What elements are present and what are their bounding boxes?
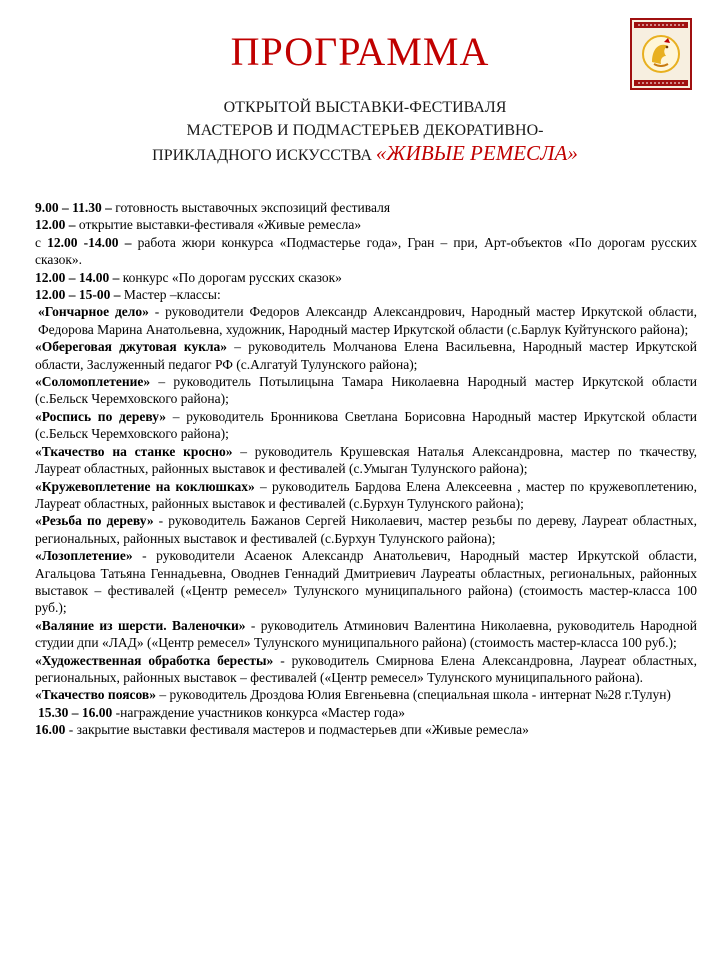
workshop-name: «Соломоплетение» [35, 374, 151, 390]
schedule-time: 9.00 – 11.30 – [35, 200, 112, 215]
workshop-name: «Роспись по дереву» [35, 408, 167, 424]
schedule-item [35, 199, 697, 216]
workshop-item [35, 512, 697, 547]
workshop-name: «Резьба по дереву» [35, 513, 154, 529]
schedule-time: 12.00 – 15-00 – [35, 287, 121, 303]
schedule-text: открытие выставки-фестиваля «Живые ремесла» [75, 217, 362, 233]
schedule-text: готовность выставочных экспозиций фестиваля [111, 200, 391, 215]
workshop-name: «Кружевоплетение на коклюшках» [35, 478, 255, 494]
workshop-text: - руководитель Смирнова Елена Александровна, Лауреат областных, региональных, районных выставок – фестивалей («Центр ремесел» Тулунского муниципального района). [35, 652, 697, 685]
workshop-text: – руководитель Молчанова Елена Васильевна, Народный мастер Иркутской области, Заслуженный педагог РФ (с.Алгатуй Тулунского района); [35, 339, 697, 372]
workshop-name: «Художественная обработка бересты» [35, 652, 274, 668]
workshop-item [35, 547, 697, 617]
workshop-text: - руководители Федоров Александр Александрович, Народный мастер Иркутской области, Федорова Марина Анатольевна, художник, Народный мастер Иркутской области (с.Барлук Куйтунского района); [38, 304, 698, 337]
closing-item [35, 704, 697, 721]
workshop-text: – руководитель Крушевская Наталья Александровна, мастер по ткачеству, Лауреат областных, районных выставок и фестивалей (с.Умыган Тулунского района); [35, 443, 697, 477]
workshop-text: - руководитель Бажанов Сергей Николаевич, мастер резьбы по дереву, Лауреат областных, региональных, районных выставок и фестивалей (с.Бурхун Тулунского района); [35, 513, 697, 546]
workshop-text: – руководитель Потылицына Тамара Николаевна Народный мастер Иркутской области (с.Бельск Черемховского района); [35, 374, 697, 407]
schedule-item [35, 286, 697, 303]
subtitle-line: МАСТЕРОВ И ПОДМАСТЕРЬЕВ ДЕКОРАТИВНО- [186, 122, 544, 139]
closing-item [35, 721, 697, 738]
festival-name: «ЖИВЫЕ РЕМЕСЛА» [375, 141, 578, 165]
page-subtitle [100, 96, 630, 167]
workshop-item [35, 478, 697, 513]
workshop-text: – руководитель Бронникова Светлана Борисовна Народный мастер Иркутской области (с.Бельск Черемховского района); [35, 408, 698, 442]
workshop-name: «Ткачество поясов» [35, 687, 156, 703]
workshop-name: «Валяние из шерсти. Валеночки» [35, 617, 246, 633]
schedule-item: с 12.00 -14.00 – работа жюри конкурса «Подмастерье года», Гран – при, Арт-объектов «По дорогам русских сказок». [35, 234, 698, 268]
workshop-text: – руководитель Бардова Елена Алексеевна , мастер по кружевоплетению, Лауреат областных, районных выставок и фестивалей (с.Бурхун Тулунского района); [35, 478, 697, 511]
subtitle-line [100, 142, 630, 167]
schedule-time: 12.00 -14.00 – [47, 234, 132, 250]
subtitle-line-text: ПРИКЛАДНОГО ИСКУССТВА [152, 147, 372, 164]
program-body [35, 199, 697, 739]
workshop-name: «Обереговая джутовая кукла» [35, 339, 228, 355]
workshop-text: – руководитель Дроздова Юлия Евгеньевна (специальная школа - интернат №28 г.Тулун) [155, 687, 671, 703]
workshop-item [35, 303, 697, 338]
schedule-item [35, 216, 697, 233]
closing-text: - закрытие выставки фестиваля мастеров и подмастерьев дпи «Живые ремесла» [65, 722, 529, 738]
page-title: ПРОГРАММА [230, 29, 490, 74]
schedule-item [35, 269, 697, 286]
workshop-item [35, 617, 697, 652]
closing-time: 16.00 [35, 722, 66, 738]
workshop-name: «Гончарное дело» [38, 304, 149, 320]
schedule-text: работа жюри конкурса «Подмастерье года», Гран – при, Арт-объектов «По дорогам русских сказок». [35, 234, 698, 268]
workshop-item [35, 338, 697, 373]
subtitle-line: ОТКРЫТОЙ ВЫСТАВКИ-ФЕСТИВАЛЯ [223, 99, 507, 116]
workshop-item [35, 373, 697, 408]
workshop-item [35, 686, 697, 703]
closing-time: 15.30 – 16.00 [38, 704, 113, 720]
schedule-time: 12.00 – 14.00 – [35, 269, 120, 285]
schedule-text: конкурс «По дорогам русских сказок» [119, 269, 342, 285]
workshop-name: «Ткачество на станке кросно» [35, 443, 233, 459]
closing-text: -награждение участников конкурса «Мастер года» [112, 704, 406, 720]
schedule-text: Мастер –классы: [120, 287, 221, 303]
schedule-time: 12.00 – [35, 217, 76, 233]
workshop-text: - руководители Асаенок Александр Анатольевич, Народный мастер Иркутской области, Агальцова Татьяна Геннадьевна, Оводнев Геннадий Дмитриевич Лауреаты областных, региональных, районных выставок – фестивалей («Центр ремесел» Тулунского муниципального района) (стоимость мастер-класса 100 руб.); [35, 548, 697, 616]
workshop-text: - руководитель Атминович Валентина Николаевна, руководитель Народной студии дпи «ЛАД» («Центр ремесел» Тулунского муниципального района) (стоимость мастер-класса 100 руб.); [35, 617, 697, 651]
workshop-item [35, 408, 697, 443]
workshop-name: «Лозоплетение» [35, 548, 133, 564]
workshop-item [35, 443, 697, 478]
workshop-item [35, 652, 697, 687]
